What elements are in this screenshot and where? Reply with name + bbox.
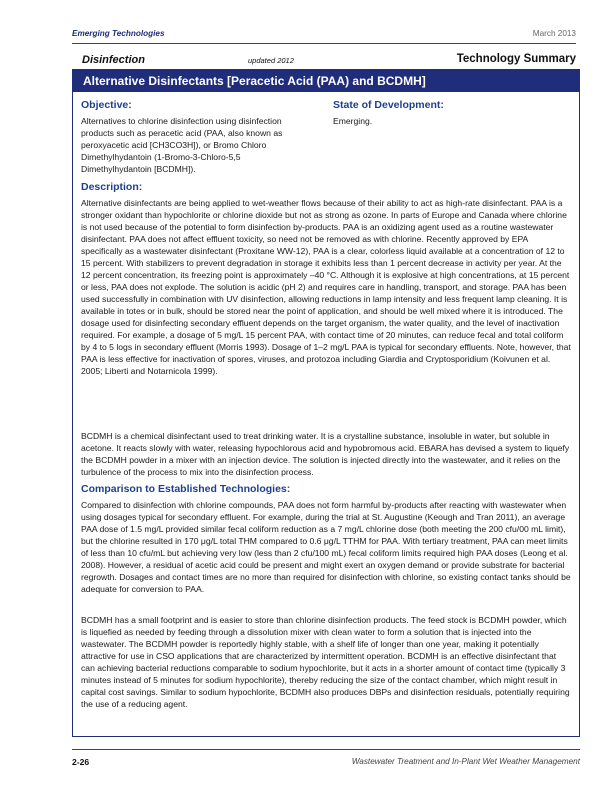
objective-heading: Objective: [81,99,132,111]
category-label: Disinfection [82,54,145,66]
subheader [72,54,576,70]
content-frame [72,69,580,737]
comparison-paragraph-1: Compared to disinfection with chlorine compounds, PAA does not form harmful by-products after reacting with wastewater when using dosages typical for secondary effluent. For example, during the trial at St. Augustine (Keough and Tran 2011), an average PAA dose of 1.5 mg/L provided similar fecal coliform reduction as a 7 mg/L chlorine dose (both meeting the 200 cfu/00 mL limit), but the chlorine resulted in 170 μg/L total THM compared to 0.6 μg/L TTHM for PAA. With tertiary treatment, PAA can meet limits of less than 10 cfu/mL but achieving very low (less than 2 cfu/100 mL) fecal coliform limits required high PAA doses (Leong et al. 2008). However, a residual of acetic acid could be present and might exert an oxygen demand or provide substrate for bacterial regrowth. Dosages and contact times are no more than required for disinfection with chlorine, so existing contact tanks should be adequate for conversion to PAA. [81,500,571,594]
comparison-heading: Comparison to Established Technologies: [81,483,291,495]
page-title: Alternative Disinfectants [Peracetic Acid (PAA) and BCDMH] [83,74,426,88]
description-paragraph-1: Alternative disinfectants are being applied to wet-weather flows because of their ability to act as high-rate disinfectant. PAA is a stronger oxidant than hypochlorite or chlorine dioxide but not as strong as ozone. In parts of Europe and Canada where chlorine is not used because of the potential to form disinfection by-products. PAA is an oxidizing agent used as a routine wastewater disinfectant. PAA does not affect effluent toxicity, so need not be removed as with chlorine. Recently approved by EPA specifically as a wastewater disinfectant (Proxitane WW-12), PAA is a clear, colorless liquid available at a concentration of 12 to 15 percent. With stabilizers to prevent degradation in storage it exhibits less than 1 percent decrease in activity per year. At the 12 percent concentration, its freezing point is approximately –40 °C. Although it is explosive at high concentrations, at 15 percent or less, PAA does not explode. The solution is acidic (pH 2) and requires care in handling, transport, and storage. PAA has been used successfully in combination with UV disinfection, allowing reductions in lamp intensity and less frequent lamp cleaning. It is available in totes or in bulk, should be stored near the point of application, and should be well mixed where it is introduced. The dosage used for disinfecting secondary effluent depends on the target organism, the water quality, and the level of inactivation required. For example, a dosage of 5 mg/L 15 percent PAA, with contact time of 20 minutes, can reduce fecal and total coliform by 4 to 5 logs in secondary effluent (Morris 1993). Dosage of 1–2 mg/L PAA is typical for secondary effluents. Note, however, that PAA is less effective for inactivation of spores, viruses, and protozoa including Giardia and Cryptosporidium (Koivunen et al. 2005; Liberti and Notarnicola 1999). [81,198,571,376]
state-heading: State of Development: [333,99,444,111]
summary-label: Technology Summary [456,53,576,65]
objective-text: Alternatives to chlorine disinfection using disinfection products such as peracetic acid (PAA, also known as peroxyacetic acid [CH3CO3H]), or Bromo Chloro Dimethylhydantoin (1-Bromo-3-Chloro-5,5 Dimethylhydantoin [BCDMH]). [81,116,283,174]
header-date: March 2013 [532,29,576,38]
running-header [72,29,576,43]
title-banner [73,70,579,92]
header-divider [72,43,576,44]
page-number: 2-26 [72,757,90,767]
comparison-paragraph-2: BCDMH has a small footprint and is easier to store than chlorine disinfection products. The feed stock is BCDMH powder, which is liquefied as needed by feeding through a dissolution mixer with clean water to form a solution that is injected into the wastewater. The BCDMH powder is reportedly highly stable, with a shelf life of longer than one year, making it potentially attractive for use in CSO applications that are characterized by intermittent operation. BCDMH is an effective disinfectant that can achieving bacterial reductions comparable to sodium hypochlorite, but it acts in a shorter amount of contact time (typically 3 minutes instead of 5 minutes for sodium hypochlorite), thereby reducing the size of the contact chamber, which might result in capital cost savings. Similar to sodium hypochlorite, BCDMH also produces DBPs and disinfection residuals, potentially requiring the use of a reducing agent. [81,615,570,709]
footer-divider [72,749,580,750]
description-heading: Description: [81,181,143,193]
state-text: Emerging. [333,116,373,126]
header-section-name: Emerging Technologies [72,29,165,38]
footer-title: Wastewater Treatment and In-Plant Wet Weather Management [351,757,580,766]
updated-label: updated 2012 [248,56,294,65]
description-paragraph-2: BCDMH is a chemical disinfectant used to treat drinking water. It is a crystalline substance, insoluble in water, but soluble in acetone. It reacts slowly with water, releasing hypochlorous acid and hypobromous acid. EBARA has devised a system to liquefy the BCDMH powder in a mixer with an injection device. The solution is injected directly into the wastewater, and it relies on the turbulence of the process to mix into the disinfection process. [81,431,570,477]
